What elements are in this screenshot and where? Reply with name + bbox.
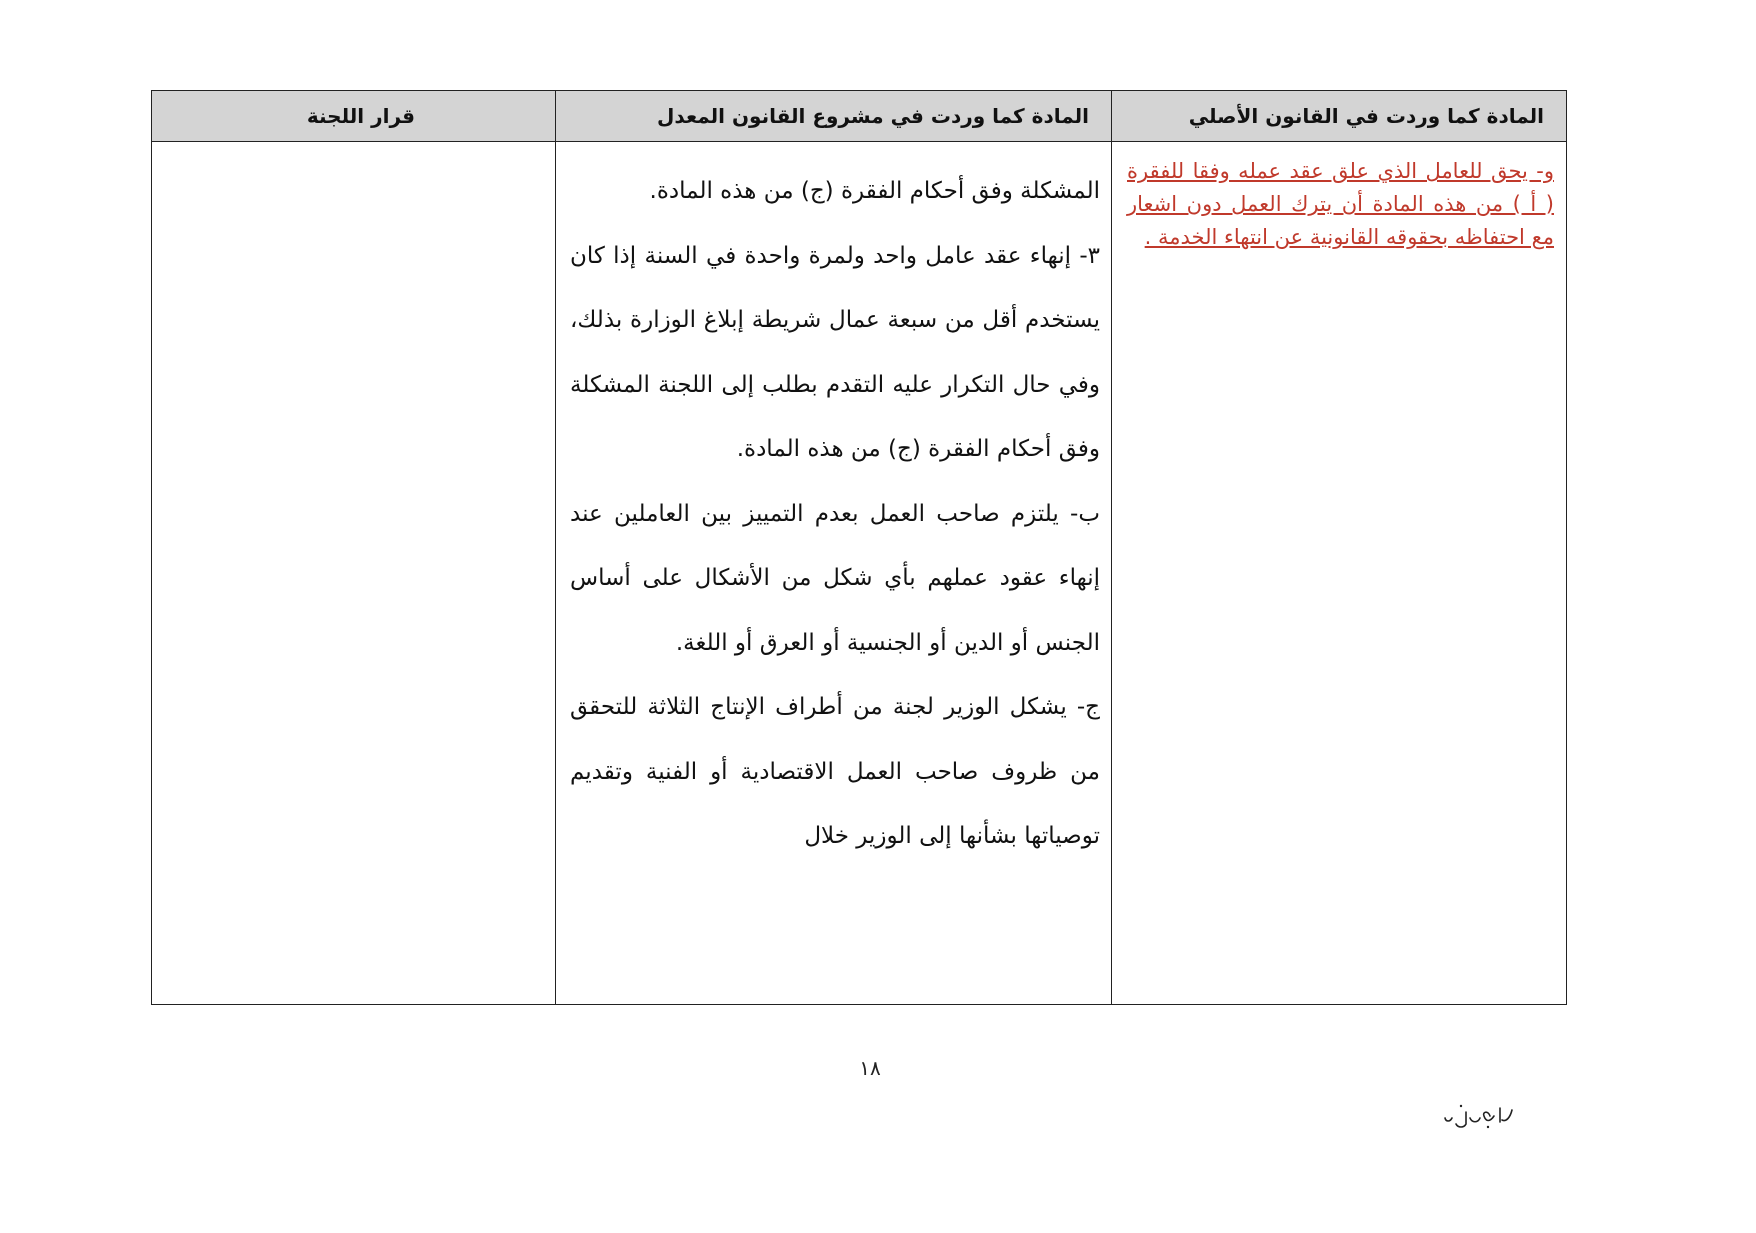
comparison-table: [151, 90, 1567, 1005]
cell-committee-decision: [152, 142, 556, 1005]
original-law-text: و- يحق للعامل الذي علق عقد عمله وفقا للفقرة ( أ ) من هذه المادة أن يترك العمل دون اشعار مع احتفاظه بحقوقه القانونية عن انتهاء الخدمة .: [1127, 159, 1554, 249]
handwritten-signature: [1442, 1096, 1522, 1136]
amended-paragraph: المشكلة وفق أحكام الفقرة (ج) من هذه المادة.: [649, 178, 1100, 204]
header-original-law: المادة كما وردت في القانون الأصلي: [1112, 91, 1567, 142]
header-committee-decision: قرار اللجنة: [152, 91, 556, 142]
table-header-row: [152, 91, 1567, 142]
cell-amended-draft: [556, 142, 1112, 1005]
page-number: ١٨: [859, 1056, 881, 1080]
amended-paragraph: ج- يشكل الوزير لجنة من أطراف الإنتاج الثلاثة للتحقق من ظروف صاحب العمل الاقتصادية أو الفنية وتقديم توصياتها بشأنها إلى الوزير خلال: [570, 694, 1100, 849]
amended-paragraph: ب- يلتزم صاحب العمل بعدم التمييز بين العاملين عند إنهاء عقود عملهم بأي شكل من الأشكال على أساس الجنس أو الدين أو الجنسية أو العرق أو اللغة.: [570, 500, 1100, 656]
header-amended-draft: المادة كما وردت في مشروع القانون المعدل: [556, 91, 1112, 142]
cell-original-law: [1112, 142, 1567, 1005]
amended-paragraph: ٣- إنهاء عقد عامل واحد ولمرة واحدة في السنة إذا كان يستخدم أقل من سبعة عمال شريطة إبلاغ الوزارة بذلك، وفي حال التكرار عليه التقدم بطلب إلى اللجنة المشكلة وفق أحكام الفقرة (ج) من هذه المادة.: [570, 242, 1100, 462]
table-row: [152, 142, 1567, 1005]
amended-draft-text: [557, 143, 1110, 869]
